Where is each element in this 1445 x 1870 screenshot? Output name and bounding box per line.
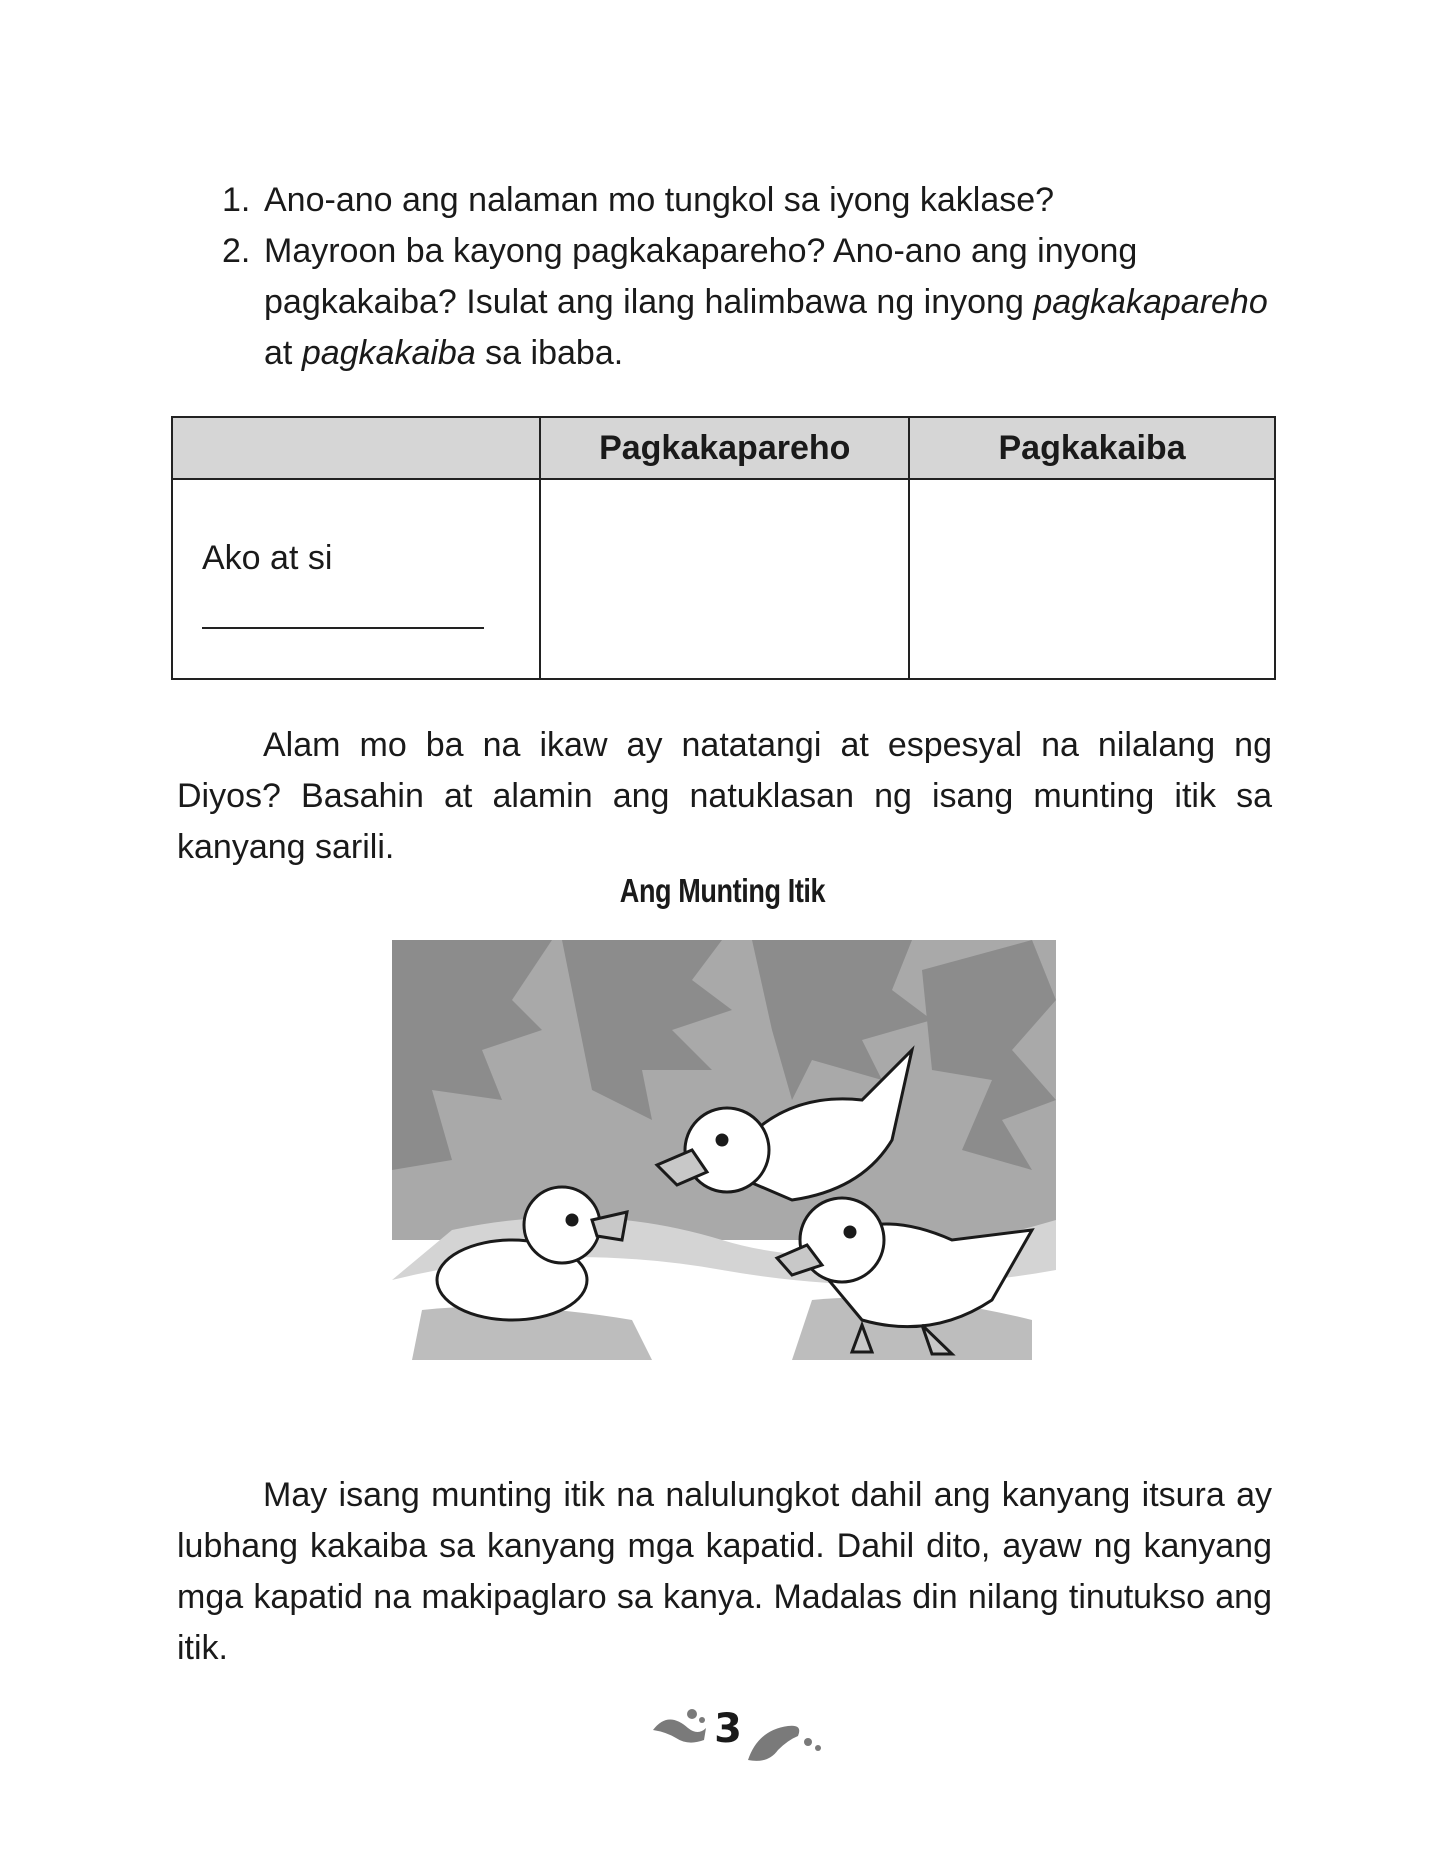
question-1 [222, 175, 1272, 226]
table-cell-pagkakapareho[interactable] [540, 479, 909, 679]
question-2 [222, 226, 1272, 379]
intro-paragraph: Alam mo ba na ikaw ay natatangi at espesyal na nilalang ng Diyos? Basahin at alamin ang natuklasan ng isang munting itik sa kanyang sarili. [177, 726, 1272, 866]
question-number: 2. [222, 232, 251, 270]
question-text-mid: at [264, 334, 302, 372]
question-text-end: sa ibaba. [475, 334, 624, 372]
story-title: Ang Munting Itik [619, 872, 826, 909]
table-header-empty [172, 417, 540, 479]
question-text: Mayroon ba kayong pagkakapareho? Ano-ano ang inyong pagkakaiba? Isulat ang ilang halimbawa ng inyong [264, 232, 1138, 321]
emphasis-pagkakapareho: pagkakapareho [1033, 283, 1268, 321]
emphasis-pagkakaiba: pagkakaiba [301, 334, 476, 372]
row-label: Ako at si [202, 539, 333, 577]
table-row [172, 479, 1275, 679]
comparison-table [171, 416, 1276, 680]
story-paragraph: May isang munting itik na nalulungkot dahil ang kanyang itsura ay lubhang kakaiba sa kanyang mga kapatid. Dahil dito, ayaw ng kanyang mga kapatid na makipaglaro sa kanya. Madalas din nilang tinutukso ang itik. [177, 1476, 1272, 1667]
table-cell-label [172, 479, 540, 679]
questions-list [222, 175, 1272, 379]
table-header-pagkakaiba: Pagkakaiba [909, 417, 1275, 479]
question-number: 1. [222, 181, 251, 219]
question-text: Ano-ano ang nalaman mo tungkol sa iyong kaklase? [264, 181, 1055, 219]
table-header-row [172, 417, 1275, 479]
table-header-pagkakapareho: Pagkakapareho [540, 417, 909, 479]
name-blank-line[interactable] [202, 609, 484, 629]
page-number: 3 [714, 1706, 742, 1752]
ducks-by-pond-illustration [392, 940, 1056, 1390]
table-cell-pagkakaiba[interactable] [909, 479, 1275, 679]
page-footer [648, 1700, 828, 1772]
